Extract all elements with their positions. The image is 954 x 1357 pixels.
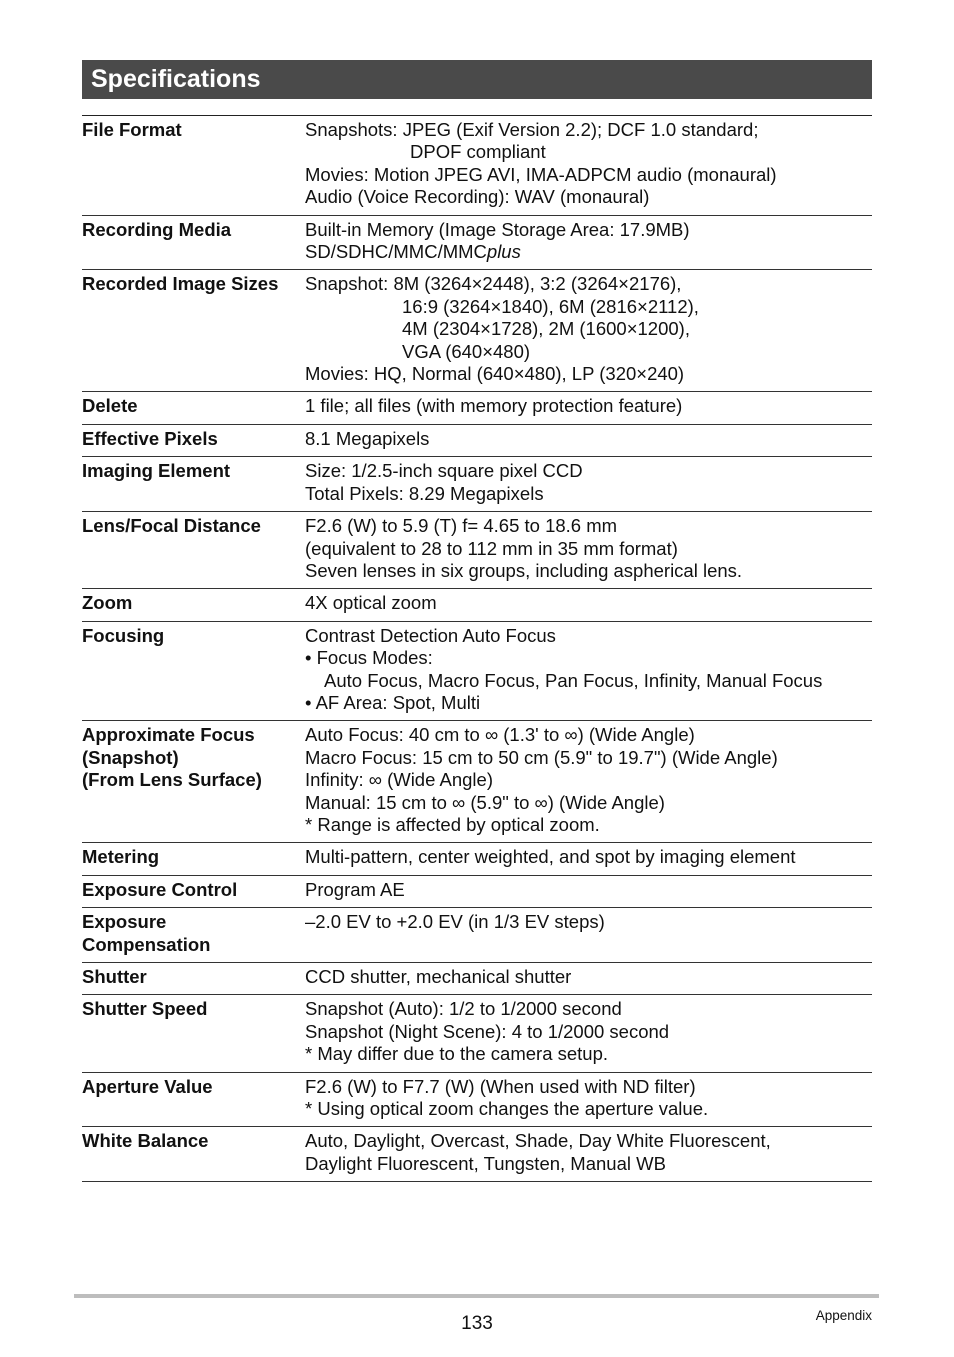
spec-value [305, 724, 872, 836]
label-line: Imaging Element [82, 460, 231, 482]
spec-row-imaging-element [82, 457, 872, 512]
spec-label [82, 119, 305, 209]
label-line: Zoom [82, 592, 133, 614]
value-line: Auto Focus, Macro Focus, Pan Focus, Infinity, Manual Focus [324, 669, 823, 691]
spec-row-metering [82, 843, 872, 875]
spec-value [305, 219, 872, 264]
value-line: • AF Area: Spot, Multi [305, 691, 481, 713]
spec-label [82, 273, 305, 385]
spec-row-focusing [82, 622, 872, 722]
value-line: (equivalent to 28 to 112 mm in 35 mm format) [305, 537, 678, 559]
value-line: • Focus Modes: [305, 647, 433, 669]
label-line: Shutter [82, 966, 147, 987]
spec-label [82, 724, 305, 836]
spec-value [305, 592, 872, 614]
spec-value [305, 998, 872, 1065]
value-line [305, 241, 872, 263]
spec-value [305, 846, 872, 868]
spec-label [82, 515, 305, 582]
value-line: Infinity: ∞ (Wide Angle) [305, 769, 493, 791]
spec-label [82, 911, 305, 956]
value-line: 8.1 Megapixels [305, 427, 430, 449]
spec-row-exposure-compensation [82, 908, 872, 963]
label-line: Approximate Focus [82, 724, 255, 746]
spec-value [305, 879, 872, 901]
value-line: F2.6 (W) to F7.7 (W) (When used with ND filter) [305, 1075, 696, 1097]
page-number: 133 [461, 1313, 493, 1334]
spec-label [82, 219, 305, 264]
spec-value [305, 273, 872, 385]
label-line: (From Lens Surface) [82, 769, 262, 791]
spec-value [305, 625, 872, 715]
value-line: VGA (640×480) [402, 340, 531, 362]
spec-value [305, 1076, 872, 1121]
label-line: Compensation [82, 933, 211, 955]
spec-row-effective-pixels [82, 425, 872, 457]
spec-row-approximate-focus [82, 721, 872, 843]
spec-value [305, 119, 872, 209]
label-line: Effective Pixels [82, 427, 218, 449]
label-line: Metering [82, 846, 160, 868]
spec-label [82, 428, 305, 450]
spec-value [305, 460, 872, 505]
value-line: Movies: HQ, Normal (640×480), LP (320×240) [305, 363, 685, 385]
label-line: File Format [82, 119, 182, 140]
spec-label [82, 1130, 305, 1175]
spec-row-shutter-speed [82, 995, 872, 1072]
label-line: (Snapshot) [82, 746, 179, 768]
spec-row-delete [82, 392, 872, 424]
value-line: Audio (Voice Recording): WAV (monaural) [305, 186, 650, 208]
spec-label [82, 998, 305, 1065]
value-line: Program AE [305, 878, 405, 900]
value-line: Snapshot (Auto): 1/2 to 1/2000 second [305, 998, 622, 1020]
label-line: Focusing [82, 624, 165, 646]
value-line: Auto Focus: 40 cm to ∞ (1.3' to ∞) (Wide Angle) [305, 724, 695, 746]
spec-row-white-balance [82, 1127, 872, 1182]
spec-label [82, 879, 305, 901]
label-line: Recorded Image Sizes [82, 273, 279, 295]
spec-value [305, 911, 872, 956]
value-line: F2.6 (W) to 5.9 (T) f= 4.65 to 18.6 mm [305, 515, 618, 537]
spec-table [82, 115, 872, 1182]
label-line: Exposure Control [82, 878, 238, 900]
spec-row-zoom [82, 589, 872, 621]
spec-value [305, 515, 872, 582]
spec-row-recording-media [82, 216, 872, 271]
label-line: Aperture Value [82, 1075, 213, 1097]
value-line: * Range is affected by optical zoom. [305, 813, 600, 835]
value-line: DPOF compliant [410, 141, 546, 163]
spec-row-recorded-image-sizes [82, 270, 872, 392]
spec-label [82, 592, 305, 614]
spec-row-exposure-control [82, 876, 872, 908]
value-line: Built-in Memory (Image Storage Area: 17.9MB) [305, 218, 690, 240]
spec-value [305, 1130, 872, 1175]
spec-label [82, 625, 305, 715]
footer-section-label: Appendix [815, 1308, 872, 1323]
value-line: Total Pixels: 8.29 Megapixels [305, 482, 544, 504]
media-plus-italic: plus [486, 241, 521, 263]
value-line: –2.0 EV to +2.0 EV (in 1/3 EV steps) [305, 911, 605, 933]
spec-value [305, 966, 872, 988]
spec-label [82, 846, 305, 868]
label-line: Recording Media [82, 218, 232, 240]
media-text: SD/SDHC/MMC/MMC [305, 241, 487, 263]
label-line: Exposure [82, 911, 167, 933]
page-title: Specifications [82, 60, 872, 99]
label-line: Shutter Speed [82, 998, 208, 1020]
value-line: Movies: Motion JPEG AVI, IMA-ADPCM audio (monaural) [305, 163, 777, 185]
value-line: Multi-pattern, center weighted, and spot by imaging element [305, 846, 796, 868]
spec-row-lens-focal-distance [82, 512, 872, 589]
spec-label [82, 966, 305, 988]
spec-row-aperture-value [82, 1073, 872, 1128]
footer-rule [74, 1294, 879, 1298]
spec-row-shutter [82, 963, 872, 995]
label-line: Delete [82, 395, 138, 417]
value-line: Snapshots: JPEG (Exif Version 2.2); DCF 1.0 standard; [305, 119, 759, 140]
value-line: Auto, Daylight, Overcast, Shade, Day White Fluorescent, [305, 1130, 771, 1152]
value-line: Contrast Detection Auto Focus [305, 624, 556, 646]
spec-label [82, 1076, 305, 1121]
spec-value [305, 428, 872, 450]
spec-label [82, 460, 305, 505]
value-line: CCD shutter, mechanical shutter [305, 966, 572, 987]
label-line: White Balance [82, 1130, 209, 1152]
value-line: * Using optical zoom changes the aperture value. [305, 1098, 709, 1120]
value-line: Seven lenses in six groups, including aspherical lens. [305, 559, 743, 581]
spec-label [82, 395, 305, 417]
value-line: Snapshot (Night Scene): 4 to 1/2000 second [305, 1020, 670, 1042]
value-line: Daylight Fluorescent, Tungsten, Manual WB [305, 1152, 666, 1174]
spec-value [305, 395, 872, 417]
value-line: 4X optical zoom [305, 592, 437, 614]
spec-row-file-format [82, 116, 872, 216]
label-line: Lens/Focal Distance [82, 515, 261, 537]
value-line: 4M (2304×1728), 2M (1600×1200), [402, 318, 690, 340]
value-line: Macro Focus: 15 cm to 50 cm (5.9" to 19.7") (Wide Angle) [305, 746, 778, 768]
value-line: 16:9 (3264×1840), 6M (2816×2112), [402, 295, 699, 317]
value-line: * May differ due to the camera setup. [305, 1043, 609, 1065]
value-line: 1 file; all files (with memory protection feature) [305, 395, 683, 417]
value-line: Size: 1/2.5-inch square pixel CCD [305, 460, 583, 482]
value-line: Snapshot: 8M (3264×2448), 3:2 (3264×2176), [305, 273, 682, 295]
value-line: Manual: 15 cm to ∞ (5.9" to ∞) (Wide Angle) [305, 791, 665, 813]
